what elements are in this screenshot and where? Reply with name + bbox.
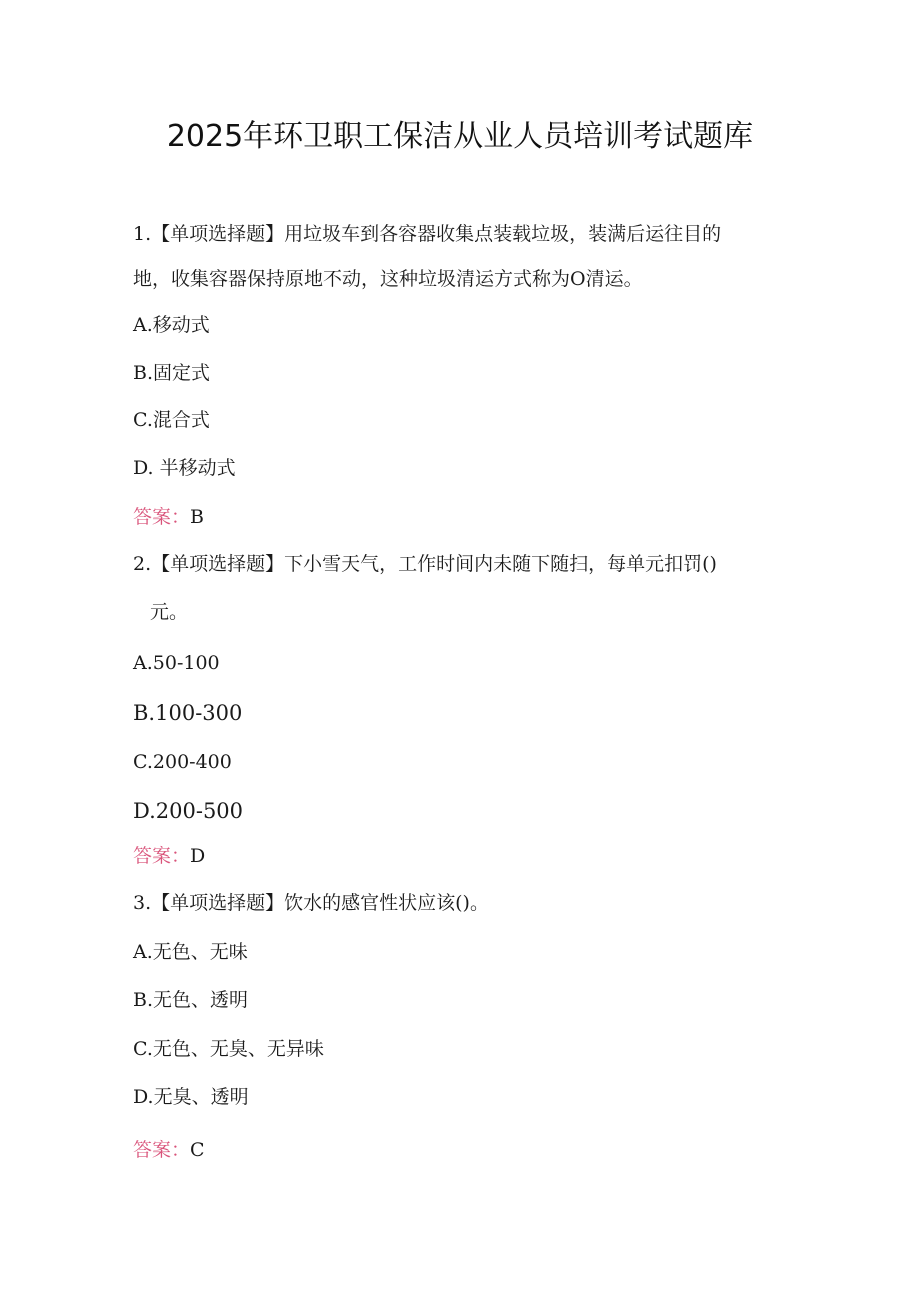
question-2-stem-line1: 2.【单项选择题】下小雪天气，工作时间内未随下随扫，每单元扣罚() xyxy=(133,553,717,575)
question-2-option-b: B.100-300 xyxy=(133,701,243,725)
question-1-answer xyxy=(133,503,204,531)
answer-label: 答案： xyxy=(133,845,191,867)
answer-label: 答案： xyxy=(133,506,191,528)
question-3-option-a: A.无色、无味 xyxy=(133,941,248,963)
question-2-option-a: A.50-100 xyxy=(133,652,220,674)
question-2-stem-line2: 元。 xyxy=(150,601,189,623)
question-1-stem-line2: 地，收集容器保持原地不动，这种垃圾清运方式称为O清运。 xyxy=(133,268,643,290)
question-3-option-c: C.无色、无臭、无异味 xyxy=(133,1038,324,1060)
answer-value: B xyxy=(190,506,204,528)
question-3-answer xyxy=(133,1136,205,1164)
question-3-option-b: B.无色、透明 xyxy=(133,989,249,1011)
question-1-option-d: D. 半移动式 xyxy=(133,457,236,479)
question-1-stem-line1: 1.【单项选择题】用垃圾车到各容器收集点装载垃圾，装满后运往目的 xyxy=(133,223,722,245)
question-2-option-c: C.200-400 xyxy=(133,751,232,773)
document-title: 2025年环卫职工保洁从业人员培训考试题库 xyxy=(166,119,754,154)
answer-value: C xyxy=(190,1139,205,1161)
question-1-option-b: B.固定式 xyxy=(133,362,211,384)
question-3-option-d: D.无臭、透明 xyxy=(133,1086,249,1108)
answer-value: D xyxy=(190,845,206,867)
question-2-answer xyxy=(133,842,205,870)
question-1-option-a: A.移动式 xyxy=(133,314,210,336)
question-3-stem-line1: 3.【单项选择题】饮水的感官性状应该()。 xyxy=(133,892,489,914)
answer-label: 答案： xyxy=(133,1139,191,1161)
question-1-option-c: C.混合式 xyxy=(133,409,210,431)
question-2-option-d: D.200-500 xyxy=(133,799,244,823)
